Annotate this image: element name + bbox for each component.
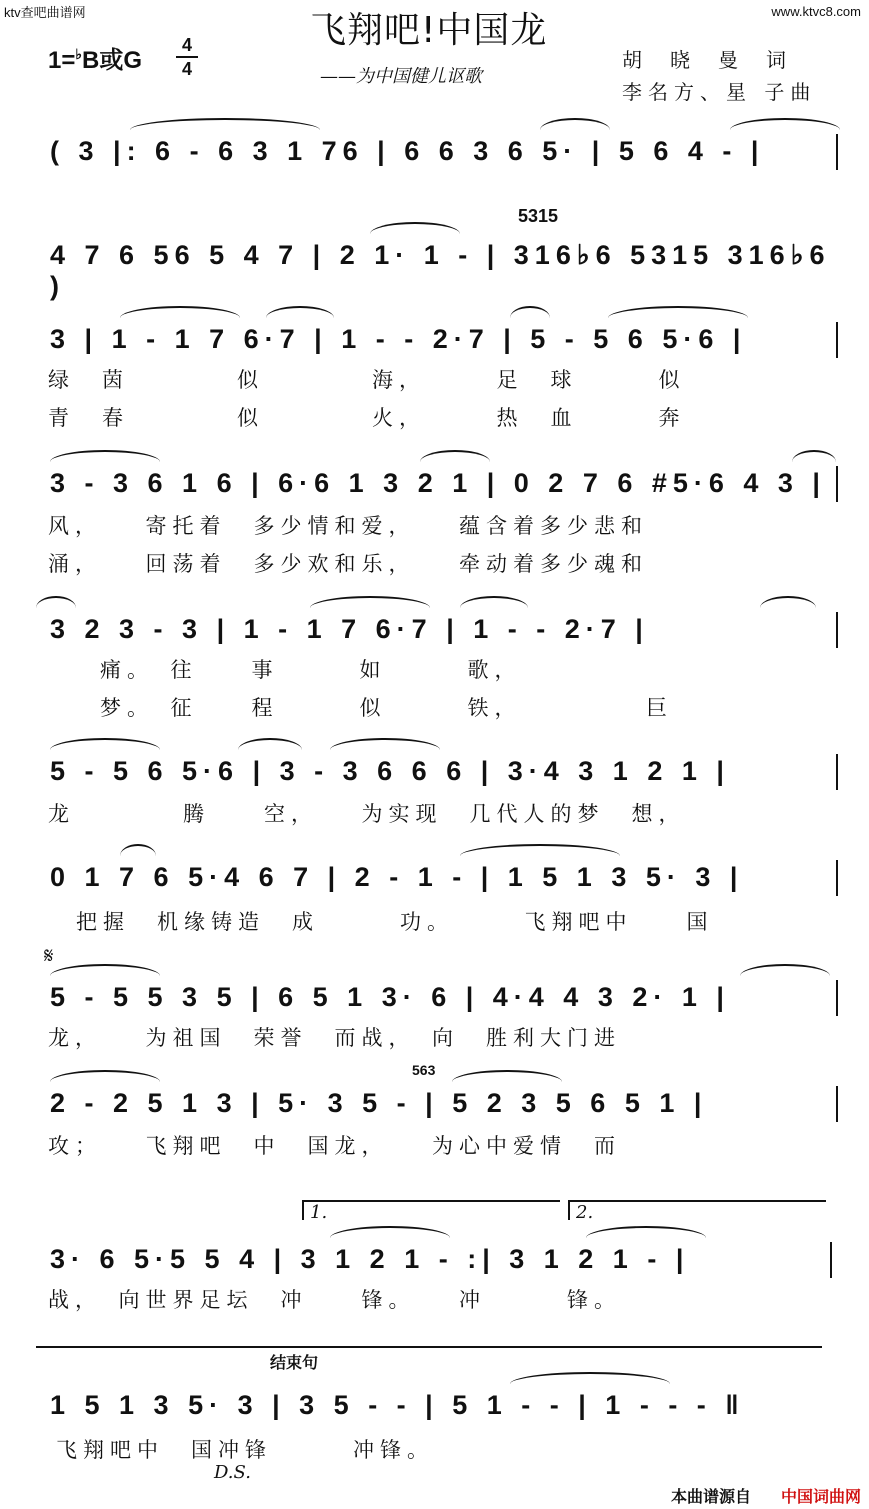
notes: 0 1 7 6 5·4 6 7 | 2 - 1 - | 1 5 1 3 5· 3 |: [50, 862, 744, 892]
key-signature: [48, 40, 142, 75]
grace-notes: 5315: [518, 206, 559, 226]
key-name: B或G: [81, 47, 142, 74]
staff-row-2: [40, 206, 840, 308]
lyric-verse-1: 龙， 为祖国 荣誉 而战， 向 胜利大门进: [48, 1026, 621, 1050]
coda-line: [36, 1346, 822, 1348]
time-signature: [176, 36, 198, 78]
composer-credit: 李名方、星 子曲: [622, 80, 817, 104]
lyric-verse-1: 痛。 往 事 如 歌，: [100, 658, 522, 682]
barline: [836, 134, 838, 170]
lyric-verse-2: 青 春 似 火， 热 血 奔: [48, 406, 686, 430]
watermark-left: ktv查吧曲谱网: [4, 5, 86, 20]
notes: 2 - 2 5 1 3 | 5· 3 5 - | 5 2 3 5 6 5 1 |: [50, 1088, 708, 1118]
notes: 3 - 3 6 1 6 | 6·6 1 3 2 1 | 0 2 7 6 #5·6 4 3 |: [50, 468, 826, 498]
grace-notes: 563: [412, 1062, 436, 1078]
barline: [836, 322, 838, 358]
notes: ( 3 |: 6 - 6 3 1 76 | 6 6 3 6 5· | 5 6 4 - |: [50, 136, 765, 166]
volta-second-ending: 2.: [568, 1200, 826, 1220]
barline: [830, 1242, 832, 1278]
lyricist-credit: 胡晓曼词: [622, 48, 814, 72]
lyric-verse-1: 攻； 飞翔吧 中 国龙， 为心中爱情 而: [48, 1134, 621, 1158]
footer-source-label: 本曲谱源自: [670, 1489, 751, 1506]
lyric-verse-1: 绿 茵 似 海， 足 球 似: [48, 368, 686, 392]
tie-slur: [760, 596, 816, 620]
notes: 5 - 5 6 5·6 | 3 - 3 6 6 6 | 3·4 3 1 2 1 |: [50, 756, 730, 786]
notes: 1 5 1 3 5· 3 | 3 5 - - | 5 1 - - | 1 - - - ‖: [50, 1390, 745, 1420]
barline: [836, 612, 838, 648]
meter-bottom: 4: [181, 59, 192, 79]
meter-top: 4: [181, 35, 192, 55]
barline: [836, 1086, 838, 1122]
lyric-verse-1: 把握 机缘铸造 成 功。 飞翔吧中 国: [76, 910, 714, 934]
barline: [836, 980, 838, 1016]
song-subtitle: ——为中国健儿讴歌: [320, 66, 482, 87]
lyric-verse-2: 梦。 征 程 似 铁， 巨: [100, 696, 673, 720]
segno-icon: 𝄋: [44, 944, 54, 969]
notes: 5 - 5 5 3 5 | 6 5 1 3· 6 | 4·4 4 3 2· 1 |: [50, 982, 730, 1012]
lyric-verse-1: 战， 向世界足坛 冲 锋。 冲 锋。: [48, 1288, 621, 1312]
footer-source-link[interactable]: 中国词曲网: [780, 1489, 861, 1506]
notes: 4 7 6 56 5 4 7 | 2 1· 1 - | 316♭6 5315 316♭6 ): [50, 240, 831, 301]
lyric-verse-1: 飞翔吧中 国冲锋 冲锋。: [56, 1438, 434, 1462]
barline: [836, 466, 838, 502]
lyric-verse-1: 风， 寄托着 多少情和爱， 蕴含着多少悲和: [48, 514, 648, 538]
notes: 3· 6 5·5 5 4 | 3 1 2 1 - :| 3 1 2 1 - |: [50, 1244, 690, 1274]
lyric-verse-2: 涌， 回荡着 多少欢和乐， 牵动着多少魂和: [48, 552, 648, 576]
meter-bar: [176, 56, 198, 58]
notes: 3 2 3 - 3 | 1 - 1 7 6·7 | 1 - - 2·7 |: [50, 614, 649, 644]
watermark-right: www.ktvc8.com: [771, 4, 861, 19]
staff-row-1: [40, 118, 840, 204]
flat-icon: ♭: [75, 46, 82, 62]
barline: [836, 860, 838, 896]
key-label: 1=: [48, 47, 76, 74]
barline: [836, 754, 838, 790]
volta-first-ending: 1.: [302, 1200, 560, 1220]
lyric-verse-1: 龙 腾 空， 为实现 几代人的梦 想，: [48, 802, 686, 826]
tie-slur: [740, 964, 830, 988]
ending-label: 结束句: [270, 1355, 319, 1372]
dal-segno: D.S.: [214, 1462, 251, 1483]
notes: 3 | 1 - 1 7 6·7 | 1 - - 2·7 | 5 - 5 6 5·6 |: [50, 324, 747, 354]
song-title: 飞翔吧!中国龙: [310, 10, 548, 51]
